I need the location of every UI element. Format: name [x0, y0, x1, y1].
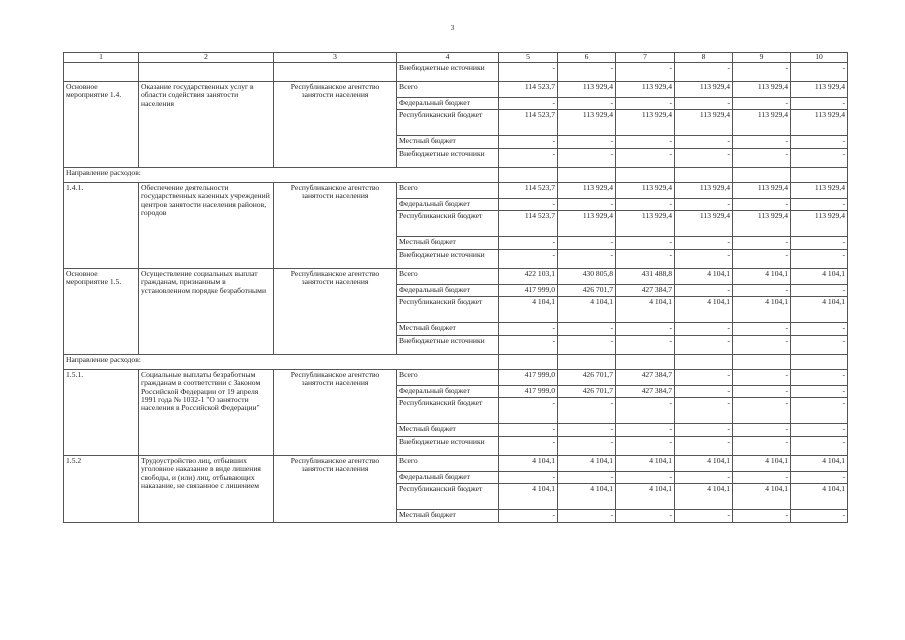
value-cell: - — [616, 510, 675, 523]
value-cell: 114 523,7 — [499, 110, 558, 136]
value-cell: - — [791, 136, 848, 149]
value-cell: - — [733, 386, 791, 398]
section-row — [64, 355, 848, 370]
funding-source: Внебюджетные источники — [397, 149, 499, 168]
value-cell: 113 929,4 — [733, 211, 791, 237]
value-cell: - — [499, 63, 558, 82]
empty-cell — [139, 63, 274, 82]
value-cell: - — [675, 237, 733, 250]
value-cell: - — [791, 149, 848, 168]
value-cell: 431 488,8 — [616, 269, 675, 285]
activity-name: Оказание государственных услуг в области содействия занятости населения — [139, 82, 274, 168]
activity-name: Трудоустройство лиц, отбывших уголовное наказание в виде лишения свободы, и (или) лиц, отбывающих наказание, не связанное с лишением — [139, 456, 274, 523]
column-header: 8 — [675, 53, 733, 63]
empty-cell — [616, 355, 675, 370]
empty-cell — [675, 168, 733, 183]
value-cell: - — [791, 336, 848, 355]
value-cell: - — [675, 510, 733, 523]
value-cell: - — [616, 136, 675, 149]
value-cell: 113 929,4 — [558, 110, 616, 136]
column-header: 4 — [397, 53, 499, 63]
value-cell: - — [558, 250, 616, 269]
value-cell: - — [616, 336, 675, 355]
value-cell: - — [733, 510, 791, 523]
value-cell: - — [616, 424, 675, 437]
value-cell: - — [791, 424, 848, 437]
value-cell: 417 999,0 — [499, 386, 558, 398]
funding-source: Федеральный бюджет — [397, 472, 499, 484]
value-cell: - — [499, 398, 558, 424]
value-cell: 4 104,1 — [616, 297, 675, 323]
value-cell: 113 929,4 — [558, 183, 616, 199]
value-cell: - — [733, 370, 791, 386]
value-cell: - — [733, 199, 791, 211]
value-cell: - — [499, 424, 558, 437]
value-cell: 427 384,7 — [616, 285, 675, 297]
value-cell: - — [791, 63, 848, 82]
value-cell: - — [499, 199, 558, 211]
value-cell: - — [616, 250, 675, 269]
value-cell: - — [733, 472, 791, 484]
value-cell: 4 104,1 — [733, 269, 791, 285]
funding-source: Всего — [397, 370, 499, 386]
value-cell: - — [499, 136, 558, 149]
activity-code: Основное мероприятие 1.4. — [64, 82, 139, 168]
empty-cell — [64, 63, 139, 82]
value-cell: 113 929,4 — [675, 183, 733, 199]
empty-cell — [558, 355, 616, 370]
value-cell: - — [558, 437, 616, 456]
value-cell: 4 104,1 — [558, 297, 616, 323]
activity-code: Основное мероприятие 1.5. — [64, 269, 139, 355]
value-cell: - — [616, 472, 675, 484]
value-cell: 4 104,1 — [675, 269, 733, 285]
column-header: 6 — [558, 53, 616, 63]
value-cell: - — [675, 199, 733, 211]
value-cell: - — [733, 149, 791, 168]
page-number: 3 — [450, 24, 455, 32]
value-cell: - — [675, 323, 733, 336]
value-cell: - — [558, 136, 616, 149]
value-cell: - — [675, 386, 733, 398]
table-row — [64, 63, 848, 82]
value-cell: - — [499, 98, 558, 110]
value-cell: - — [791, 386, 848, 398]
empty-cell — [499, 168, 558, 183]
funding-source: Внебюджетные источники — [397, 63, 499, 82]
value-cell: - — [675, 398, 733, 424]
value-cell: 4 104,1 — [499, 456, 558, 472]
value-cell: - — [733, 336, 791, 355]
column-header: 3 — [274, 53, 397, 63]
value-cell: 113 929,4 — [733, 82, 791, 98]
table-row — [64, 183, 848, 199]
value-cell: 4 104,1 — [733, 297, 791, 323]
value-cell: 4 104,1 — [791, 269, 848, 285]
value-cell: - — [791, 98, 848, 110]
funding-source: Внебюджетные источники — [397, 336, 499, 355]
funding-source: Местный бюджет — [397, 237, 499, 250]
value-cell: - — [558, 398, 616, 424]
value-cell: 113 929,4 — [675, 82, 733, 98]
budget-table — [63, 52, 848, 523]
value-cell: 113 929,4 — [616, 82, 675, 98]
funding-source: Местный бюджет — [397, 510, 499, 523]
value-cell: 4 104,1 — [733, 456, 791, 472]
value-cell: - — [733, 323, 791, 336]
value-cell: 113 929,4 — [616, 183, 675, 199]
value-cell: - — [558, 323, 616, 336]
value-cell: - — [616, 323, 675, 336]
value-cell: 4 104,1 — [791, 297, 848, 323]
value-cell: 417 999,0 — [499, 285, 558, 297]
value-cell: 113 929,4 — [558, 82, 616, 98]
value-cell: - — [558, 149, 616, 168]
column-header: 10 — [791, 53, 848, 63]
activity-code: 1.5.1. — [64, 370, 139, 456]
empty-cell — [274, 63, 397, 82]
value-cell: - — [499, 437, 558, 456]
value-cell: - — [733, 437, 791, 456]
value-cell: - — [675, 98, 733, 110]
value-cell: 4 104,1 — [675, 297, 733, 323]
value-cell: - — [675, 437, 733, 456]
column-header: 9 — [733, 53, 791, 63]
value-cell: - — [733, 424, 791, 437]
value-cell: - — [558, 237, 616, 250]
value-cell: 4 104,1 — [791, 456, 848, 472]
value-cell: - — [675, 250, 733, 269]
value-cell: 4 104,1 — [675, 456, 733, 472]
value-cell: - — [791, 398, 848, 424]
value-cell: - — [733, 398, 791, 424]
value-cell: 426 701,7 — [558, 285, 616, 297]
empty-cell — [499, 355, 558, 370]
activity-name: Осуществление социальных выплат гражданам, признанным в установленном порядке безработными — [139, 269, 274, 355]
table-row — [64, 82, 848, 98]
value-cell: - — [558, 336, 616, 355]
value-cell: 114 523,7 — [499, 183, 558, 199]
value-cell: 114 523,7 — [499, 82, 558, 98]
table-row — [64, 370, 848, 386]
empty-cell — [791, 355, 848, 370]
value-cell: 113 929,4 — [791, 211, 848, 237]
empty-cell — [733, 168, 791, 183]
activity-code: 1.4.1. — [64, 183, 139, 269]
value-cell: 426 701,7 — [558, 370, 616, 386]
column-header: 7 — [616, 53, 675, 63]
value-cell: - — [733, 63, 791, 82]
value-cell: - — [733, 136, 791, 149]
value-cell: 417 999,0 — [499, 370, 558, 386]
executor: Республиканское агентство занятости населения — [274, 370, 397, 456]
value-cell: - — [558, 98, 616, 110]
table-row — [64, 269, 848, 285]
value-cell: 113 929,4 — [733, 110, 791, 136]
activity-code: 1.5.2 — [64, 456, 139, 523]
section-row — [64, 168, 848, 183]
value-cell: - — [558, 472, 616, 484]
executor: Республиканское агентство занятости населения — [274, 82, 397, 168]
funding-source: Республиканский бюджет — [397, 297, 499, 323]
value-cell: 113 929,4 — [558, 211, 616, 237]
value-cell: - — [499, 510, 558, 523]
executor: Республиканское агентство занятости населения — [274, 456, 397, 523]
table-row — [64, 456, 848, 472]
column-header: 5 — [499, 53, 558, 63]
value-cell: 422 103,1 — [499, 269, 558, 285]
funding-source: Местный бюджет — [397, 323, 499, 336]
empty-cell — [675, 355, 733, 370]
funding-source: Всего — [397, 82, 499, 98]
funding-source: Всего — [397, 269, 499, 285]
value-cell: - — [733, 98, 791, 110]
value-cell: 4 104,1 — [499, 297, 558, 323]
value-cell: 4 104,1 — [499, 484, 558, 510]
value-cell: 4 104,1 — [733, 484, 791, 510]
value-cell: - — [616, 437, 675, 456]
value-cell: 113 929,4 — [675, 211, 733, 237]
value-cell: - — [791, 510, 848, 523]
value-cell: - — [616, 63, 675, 82]
funding-source: Внебюджетные источники — [397, 437, 499, 456]
value-cell: - — [558, 510, 616, 523]
value-cell: - — [499, 336, 558, 355]
funding-source: Местный бюджет — [397, 424, 499, 437]
value-cell: 113 929,4 — [791, 82, 848, 98]
value-cell: - — [791, 437, 848, 456]
value-cell: 113 929,4 — [733, 183, 791, 199]
value-cell: 4 104,1 — [675, 484, 733, 510]
value-cell: - — [499, 472, 558, 484]
funding-source: Внебюджетные источники — [397, 250, 499, 269]
value-cell: 4 104,1 — [558, 484, 616, 510]
value-cell: - — [791, 285, 848, 297]
value-cell: - — [791, 323, 848, 336]
value-cell: 426 701,7 — [558, 386, 616, 398]
value-cell: 4 104,1 — [791, 484, 848, 510]
section-heading: Направление расходов: — [64, 355, 499, 370]
value-cell: 113 929,4 — [616, 110, 675, 136]
value-cell: - — [558, 199, 616, 211]
funding-source: Всего — [397, 456, 499, 472]
value-cell: - — [616, 98, 675, 110]
value-cell: 114 523,7 — [499, 211, 558, 237]
value-cell: - — [733, 285, 791, 297]
value-cell: - — [675, 285, 733, 297]
funding-source: Федеральный бюджет — [397, 98, 499, 110]
value-cell: - — [733, 250, 791, 269]
value-cell: - — [791, 370, 848, 386]
value-cell: 4 104,1 — [558, 456, 616, 472]
value-cell: - — [558, 63, 616, 82]
funding-source: Федеральный бюджет — [397, 199, 499, 211]
empty-cell — [558, 168, 616, 183]
value-cell: - — [499, 237, 558, 250]
value-cell: 113 929,4 — [791, 110, 848, 136]
funding-source: Всего — [397, 183, 499, 199]
executor: Республиканское агентство занятости населения — [274, 183, 397, 269]
funding-source: Местный бюджет — [397, 136, 499, 149]
empty-cell — [616, 168, 675, 183]
value-cell: 427 384,7 — [616, 370, 675, 386]
value-cell: - — [558, 424, 616, 437]
value-cell: - — [675, 336, 733, 355]
executor: Республиканское агентство занятости населения — [274, 269, 397, 355]
value-cell: - — [733, 237, 791, 250]
value-cell: - — [616, 199, 675, 211]
value-cell: - — [675, 63, 733, 82]
value-cell: - — [499, 149, 558, 168]
value-cell: 113 929,4 — [616, 211, 675, 237]
column-header-row — [64, 53, 848, 63]
value-cell: - — [499, 250, 558, 269]
value-cell: - — [616, 237, 675, 250]
value-cell: - — [791, 472, 848, 484]
value-cell: 430 805,8 — [558, 269, 616, 285]
value-cell: - — [499, 323, 558, 336]
value-cell: - — [791, 237, 848, 250]
value-cell: - — [675, 424, 733, 437]
value-cell: 4 104,1 — [616, 456, 675, 472]
value-cell: - — [675, 149, 733, 168]
activity-name: Социальные выплаты безработным гражданам в соответствии с Законом Российской Федерации от 19 апреля 1991 года № 1032-1 "О занятости населения в Российской Федерации" — [139, 370, 274, 456]
value-cell: - — [791, 199, 848, 211]
value-cell: - — [675, 136, 733, 149]
funding-source: Республиканский бюджет — [397, 398, 499, 424]
value-cell: - — [675, 472, 733, 484]
funding-source: Федеральный бюджет — [397, 285, 499, 297]
value-cell: 113 929,4 — [791, 183, 848, 199]
value-cell: - — [675, 370, 733, 386]
column-header: 1 — [64, 53, 139, 63]
empty-cell — [791, 168, 848, 183]
value-cell: - — [791, 250, 848, 269]
funding-source: Республиканский бюджет — [397, 484, 499, 510]
value-cell: - — [616, 398, 675, 424]
funding-source: Республиканский бюджет — [397, 211, 499, 237]
funding-source: Республиканский бюджет — [397, 110, 499, 136]
value-cell: 113 929,4 — [675, 110, 733, 136]
value-cell: 427 384,7 — [616, 386, 675, 398]
funding-source: Федеральный бюджет — [397, 386, 499, 398]
column-header: 2 — [139, 53, 274, 63]
section-heading: Направление расходов: — [64, 168, 499, 183]
value-cell: - — [616, 149, 675, 168]
value-cell: 4 104,1 — [616, 484, 675, 510]
activity-name: Обеспечение деятельности государственных казенных учреждений центров занятости населения районов, городов — [139, 183, 274, 269]
empty-cell — [733, 355, 791, 370]
